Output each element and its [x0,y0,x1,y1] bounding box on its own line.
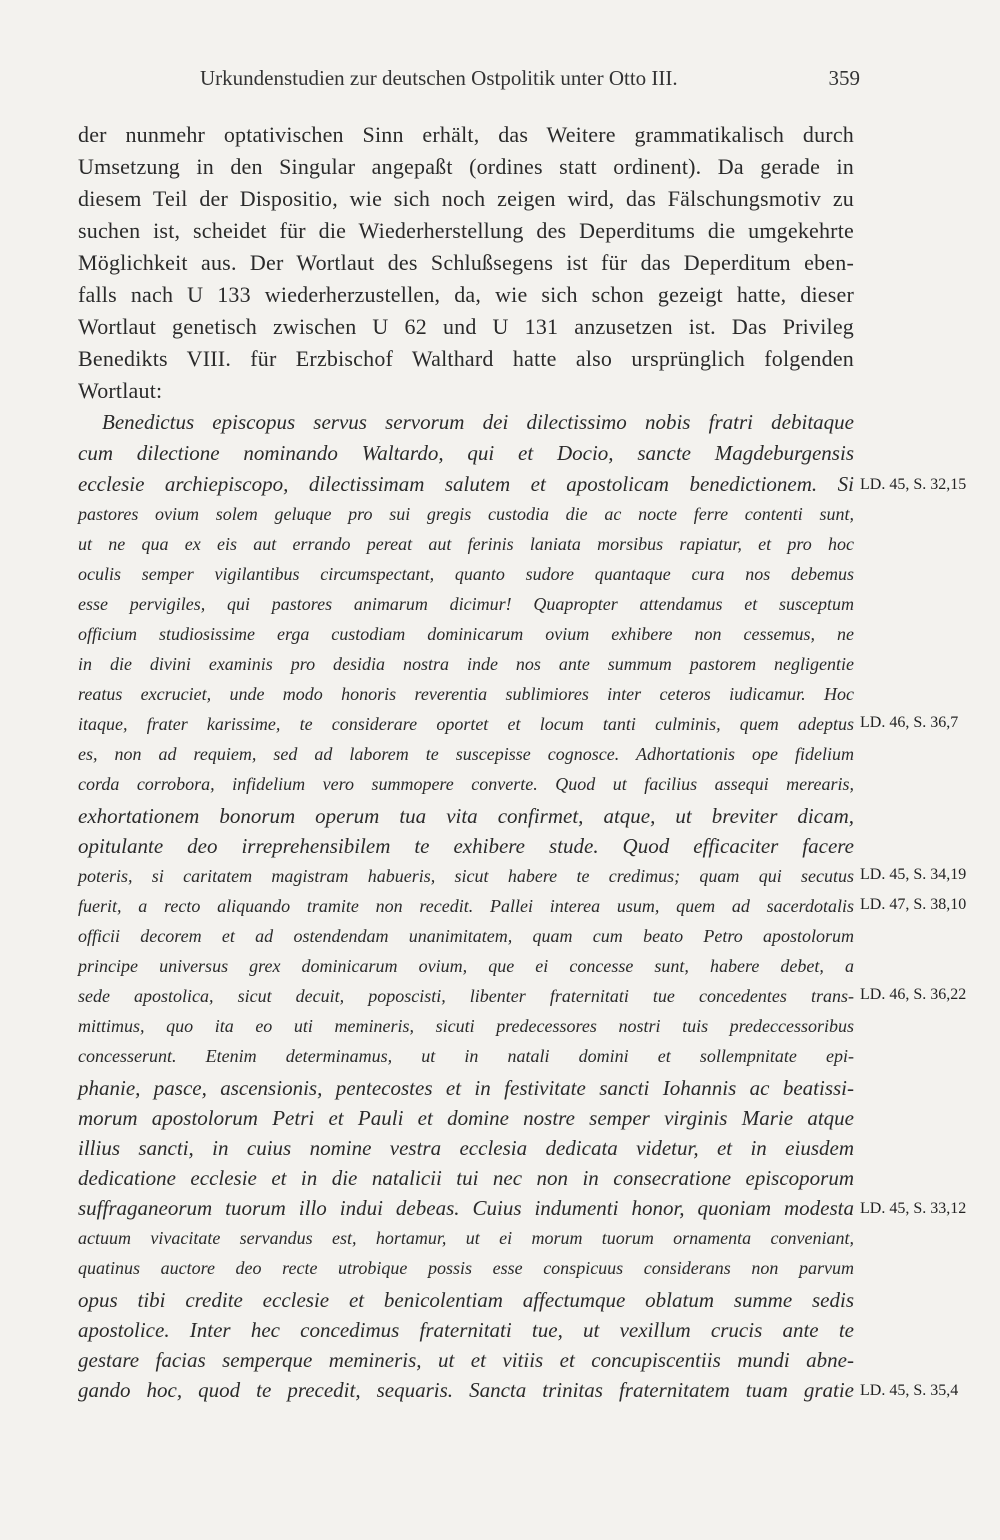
margin-note: LD. 46, S. 36,22 [860,986,967,1003]
latin-line: illius sancti, in cuius nomine vestra ecclesia dedicata videtur, et in eiusdem [78,1136,854,1160]
body-line: diesem Teil der Dispositio, wie sich noch zeigen wird, das Fälschungsmotiv zu [78,186,854,211]
latin-line: exhortationem bonorum operum tua vita confirmet, atque, ut breviter dicam, [78,804,854,828]
latin-line: apostolice. Inter hec concedimus fraternitati tue, ut vexillum crucis ante te [78,1318,854,1342]
running-header [200,66,860,91]
latin-line: poteris, si caritatem magistram habueris, sicut habere te credimus; quam qui secutus [78,866,854,886]
margin-note: LD. 47, S. 38,10 [860,896,967,913]
latin-line: itaque, frater karissime, te considerare oportet et locum tanti culminis, quem adeptus [78,714,854,734]
latin-line: ut ne qua ex eis aut errando pereat aut ferinis laniata morsibus rapiatur, et pro hoc [78,534,854,554]
latin-line: principe universus grex dominicarum ovium, que ei concesse sunt, habere debet, a [78,956,854,976]
body-line: falls nach U 133 wiederherzustellen, da, wie sich schon gezeigt hatte, dieser [78,282,854,307]
latin-line: actuum vivacitate servandus est, hortamur, ut ei morum tuorum ornamenta conveniant, [78,1228,854,1248]
body-line: Möglichkeit aus. Der Wortlaut des Schlußsegens ist für das Deperditum eben- [78,250,854,275]
latin-line: opitulante deo irreprehensibilem te exhibere stude. Quod efficaciter facere [78,834,854,858]
latin-line: quatinus auctore deo recte utrobique possis esse conspicuus considerans non parvum [78,1258,854,1278]
latin-line: officium studiosissime erga custodiam dominicarum ovium exhibere non cessemus, ne [78,624,854,644]
latin-line: oculis semper vigilantibus circumspectant, quanto sudore quantaque cura nos debemus [78,564,854,584]
latin-line: in die divini examinis pro desidia nostra inde nos ante summum pastorem negligentie [78,654,854,674]
latin-line: esse pervigiles, qui pastores animarum dicimur! Quapropter attendamus et susceptum [78,594,854,614]
latin-line: mittimus, quo ita eo uti memineris, sicuti predecessores nostri tuis predeccessoribus [78,1016,854,1036]
latin-line: opus tibi credite ecclesie et benicolentiam affectumque oblatum summe sedis [78,1288,854,1312]
latin-line: phanie, pasce, ascensionis, pentecostes et in festivitate sancti Iohannis ac beatissi- [78,1076,854,1100]
margin-note: LD. 45, S. 34,19 [860,866,967,883]
body-line: suchen ist, scheidet für die Wiederherstellung des Deperditums die umgekehrte [78,218,854,243]
margin-note: LD. 45, S. 32,15 [860,476,967,493]
body-line: Wortlaut genetisch zwischen U 62 und U 131 anzusetzen ist. Das Privileg [78,314,854,339]
margin-note: LD. 46, S. 36,7 [860,714,959,731]
body-line: Benedikts VIII. für Erzbischof Walthard hatte also ursprünglich folgenden [78,346,854,371]
latin-line: suffraganeorum tuorum illo indui debeas. Cuius indumenti honor, quoniam modesta [78,1196,854,1220]
latin-line: es, non ad requiem, sed ad laborem te suscepisse cognosce. Adhortationis ope fidelium [78,744,854,764]
latin-line: fuerit, a recto aliquando tramite non recedit. Pallei interea usum, quem ad sacerdotalis [78,896,854,916]
body-line: der nunmehr optativischen Sinn erhält, das Weitere grammatikalisch durch [78,122,854,147]
running-title: Urkundenstudien zur deutschen Ostpolitik unter Otto III. [200,66,678,90]
latin-line: sede apostolica, sicut decuit, poposcisti, libenter fraternitati tue concedentes trans- [78,986,854,1006]
latin-line: concesserunt. Etenim determinamus, ut in natali domini et sollempnitate epi- [78,1046,854,1066]
latin-line: ecclesie archiepiscopo, dilectissimam salutem et apostolicam benedictionem. Si [78,472,854,496]
body-line: Wortlaut: [78,378,163,403]
latin-line: gestare facias semperque memineris, ut et vitiis et concupiscentiis mundi abne- [78,1348,854,1372]
latin-line: Benedictus episcopus servus servorum dei dilectissimo nobis fratri debitaque [102,410,854,434]
latin-line: pastores ovium solem geluque pro sui gregis custodia die ac nocte ferre contenti sunt, [78,504,854,524]
latin-line: dedicatione ecclesie et in die natalicii tui nec non in consecratione episcoporum [78,1166,854,1190]
margin-note: LD. 45, S. 35,4 [860,1382,959,1399]
page-number: 359 [828,66,860,90]
latin-line: gando hoc, quod te precedit, sequaris. Sancta trinitas fraternitatem tuam gratie [78,1378,854,1402]
latin-line: morum apostolorum Petri et Pauli et domine nostre semper virginis Marie atque [78,1106,854,1130]
body-line: Umsetzung in den Singular angepaßt (ordines statt ordinent). Da gerade in [78,154,854,179]
latin-line: reatus excruciet, unde modo honoris reverentia sublimiores inter ceteros iudicamur. Hoc [78,684,854,704]
latin-line: corda corrobora, infidelium vero summopere converte. Quod ut facilius assequi merearis, [78,774,854,794]
margin-note: LD. 45, S. 33,12 [860,1200,967,1217]
latin-line: cum dilectione nominando Waltardo, qui et Docio, sancte Magdeburgensis [78,441,854,465]
latin-line: officii decorem et ad ostendendam unanimitatem, quam cum beato Petro apostolorum [78,926,854,946]
